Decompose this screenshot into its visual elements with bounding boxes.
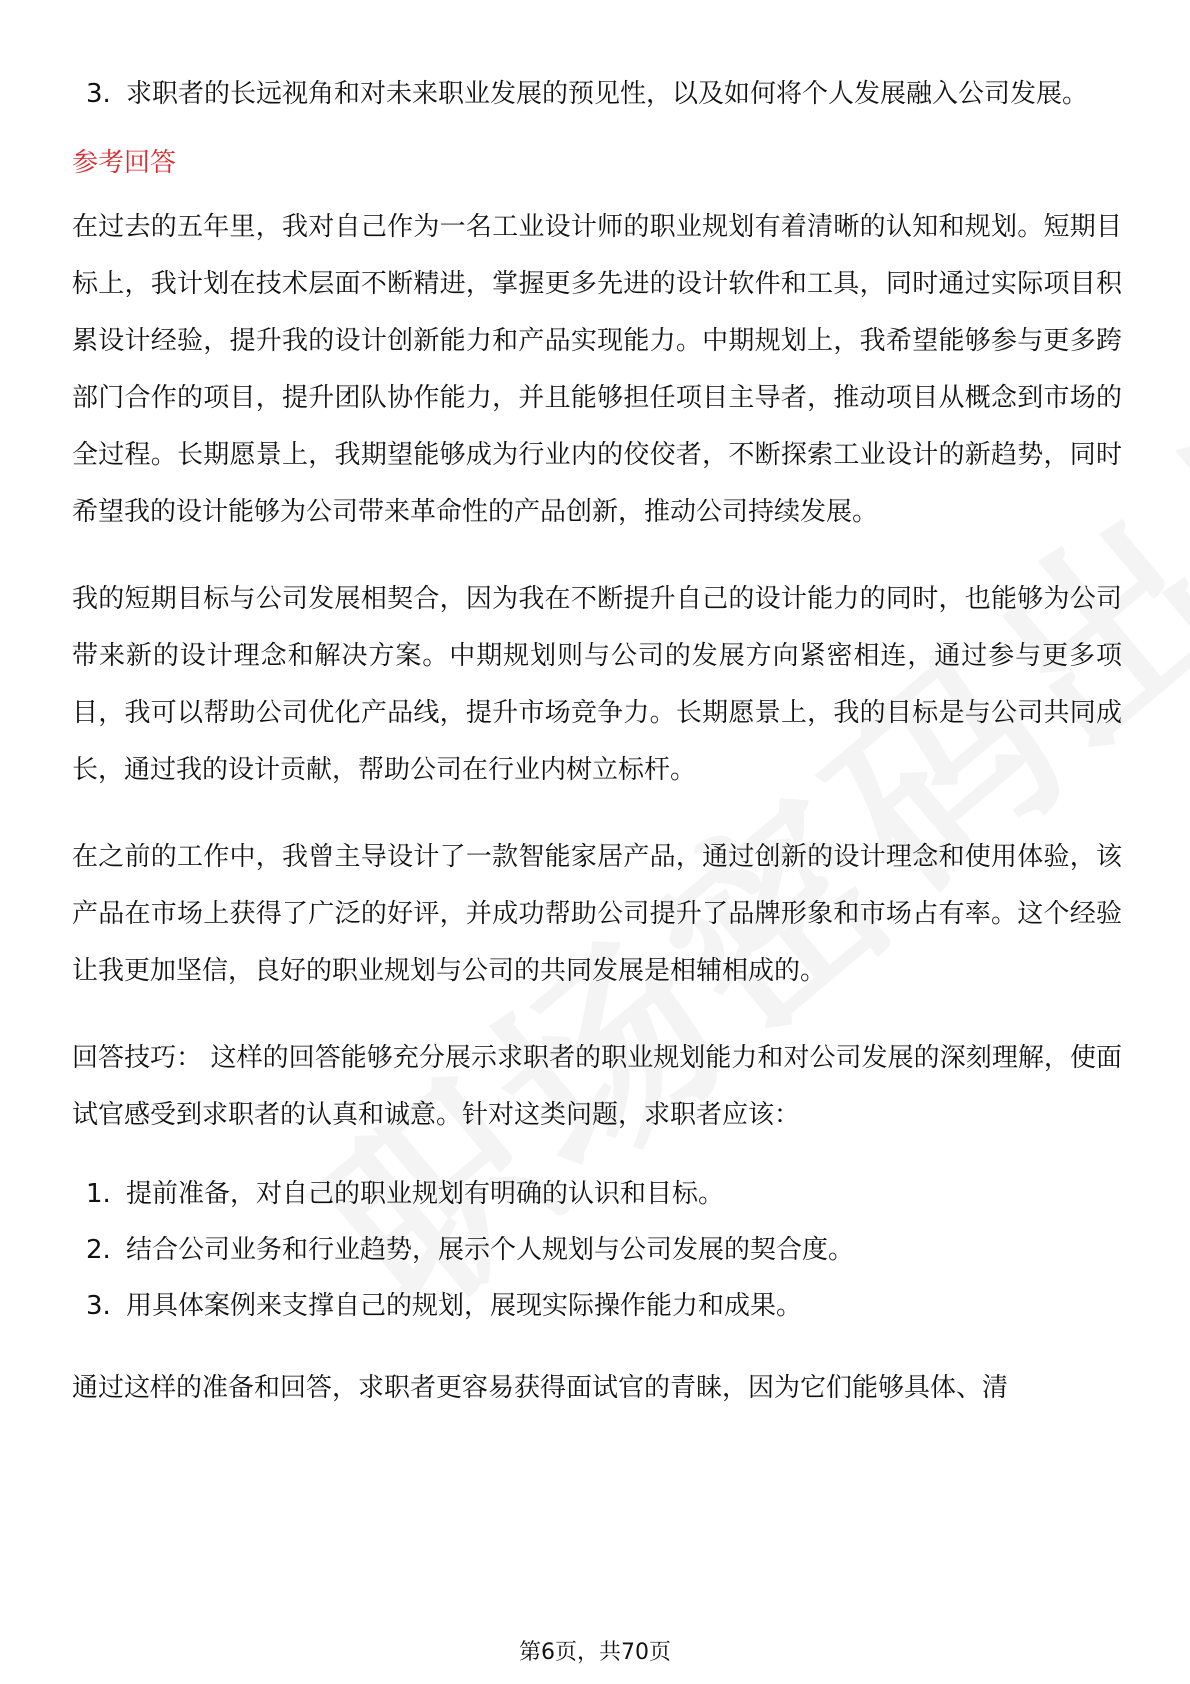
- paragraph: 我的短期目标与公司发展相契合，因为我在不断提升自己的设计能力的同时，也能够为公司带来新的设计理念和解决方案。中期规划则与公司的发展方向紧密相连，通过参与更多项目，我可以帮助公司优化产品线，提升市场竞争力。长期愿景上，我的目标是与公司共同成长，通过我的设计贡献，帮助公司在行业内树立标杆。: [72, 584, 1122, 785]
- list-item: [72, 1278, 1122, 1334]
- list-number: 3.: [86, 1291, 111, 1321]
- closing-paragraph: 通过这样的准备和回答，求职者更容易获得面试官的青睐，因为它们能够具体、清: [72, 1373, 1009, 1403]
- list-item: [72, 66, 1122, 123]
- section-heading: 参考回答: [72, 148, 177, 178]
- list-number: 2.: [86, 1235, 111, 1265]
- list-item-text: 结合公司业务和行业趋势，展示个人规划与公司发展的契合度。: [126, 1235, 855, 1265]
- list-number: 3.: [86, 79, 111, 109]
- paragraph: 在过去的五年里，我对自己作为一名工业设计师的职业规划有着清晰的认知和规划。短期目标上，我计划在技术层面不断精进，掌握更多先进的设计软件和工具，同时通过实际项目积累设计经验，提升我的设计创新能力和产品实现能力。中期规划上，我希望能够参与更多跨部门合作的项目，提升团队协作能力，并且能够担任项目主导者，推动项目从概念到市场的全过程。长期愿景上，我期望能够成为行业内的佼佼者，不断探索工业设计的新趋势，同时希望我的设计能够为公司带来革命性的产品创新，推动公司持续发展。: [72, 212, 1122, 527]
- tips-list: [72, 1166, 1122, 1334]
- numbered-list-top: [72, 66, 1122, 123]
- paragraph: 在之前的工作中，我曾主导设计了一款智能家居产品，通过创新的设计理念和使用体验，该产品在市场上获得了广泛的好评，并成功帮助公司提升了品牌形象和市场占有率。这个经验让我更加坚信，良好的职业规划与公司的共同发展是相辅相成的。: [72, 842, 1122, 986]
- page-number-footer: 第6页，共70页: [519, 1640, 671, 1665]
- list-item-text: 求职者的长远视角和对未来职业发展的预见性，以及如何将个人发展融入公司发展。: [126, 79, 1089, 109]
- list-item: [72, 1222, 1122, 1278]
- answer-tips-paragraph: 回答技巧： 这样的回答能够充分展示求职者的职业规划能力和对公司发展的深刻理解，使面试官感受到求职者的认真和诚意。针对这类问题，求职者应该：: [72, 1043, 1122, 1130]
- list-number: 1.: [86, 1179, 111, 1209]
- list-item-text: 提前准备，对自己的职业规划有明确的认识和目标。: [126, 1179, 725, 1209]
- list-item-text: 用具体案例来支撑自己的规划，展现实际操作能力和成果。: [126, 1291, 803, 1321]
- list-item: [72, 1166, 1122, 1222]
- page-content: [72, 66, 1122, 1447]
